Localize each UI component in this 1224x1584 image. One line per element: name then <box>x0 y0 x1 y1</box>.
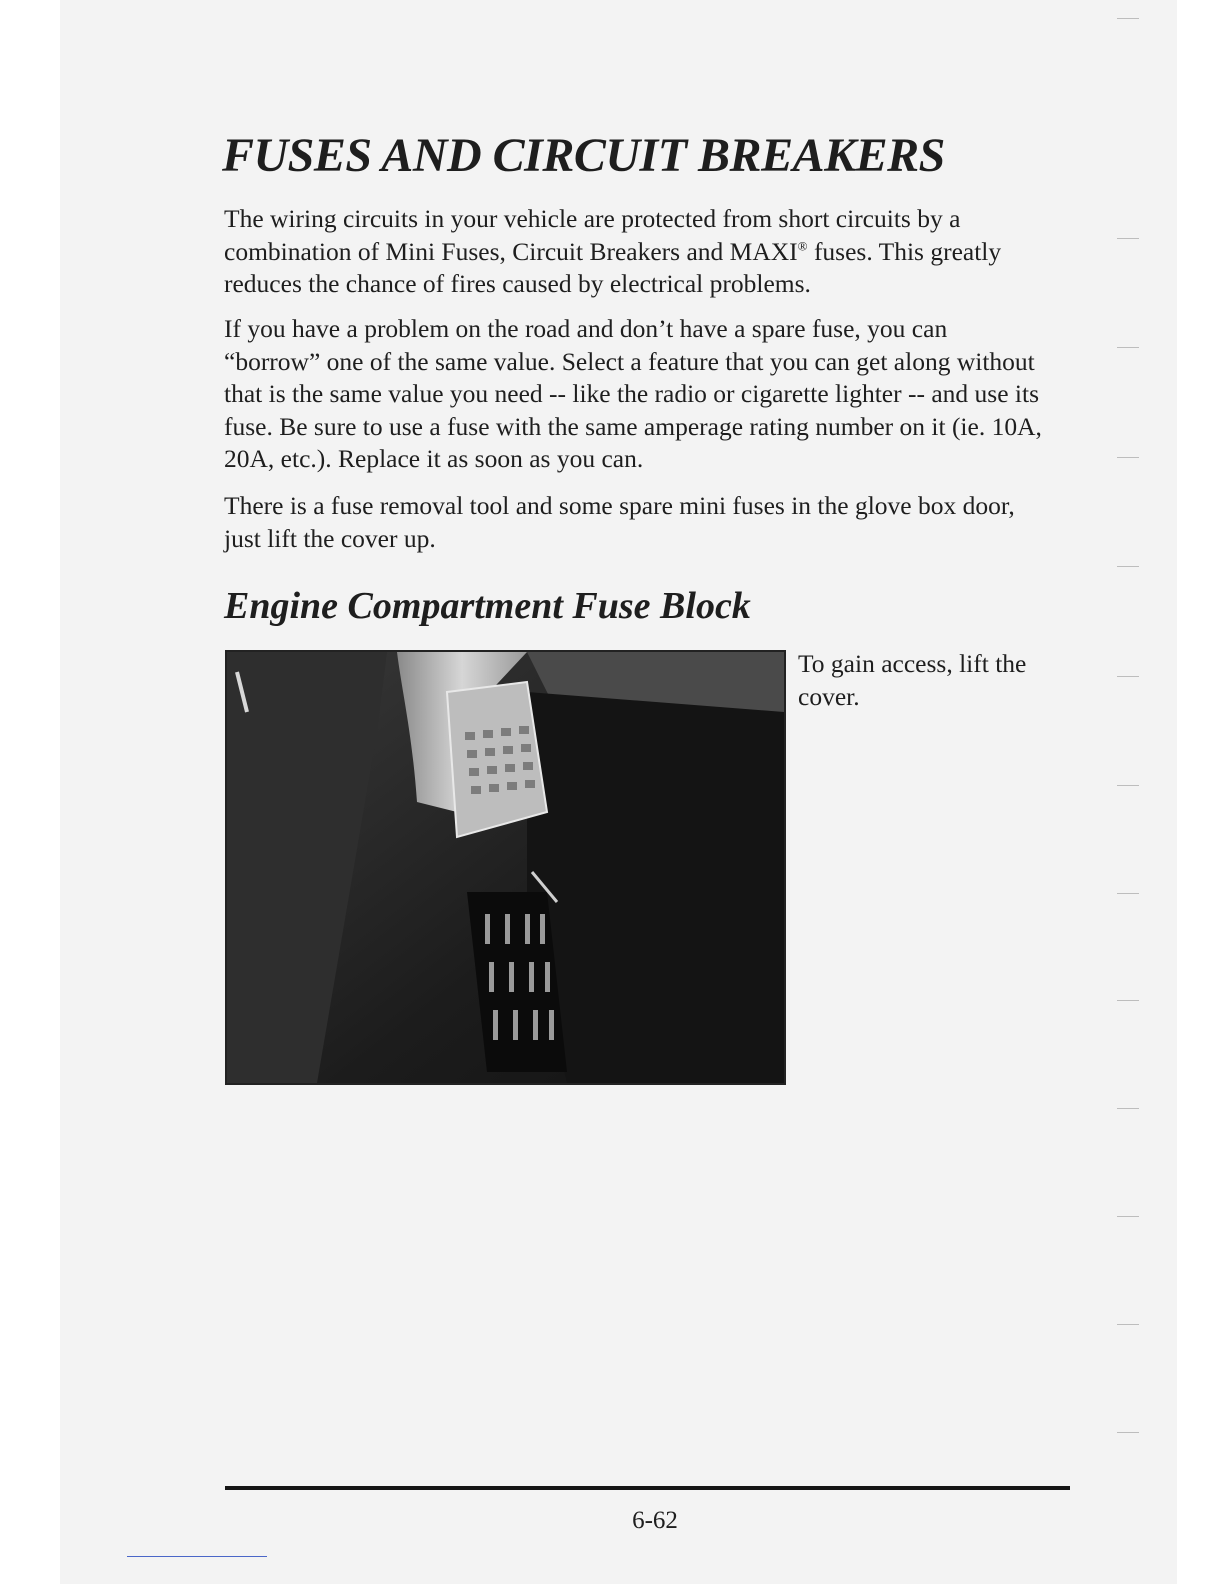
scan-mark <box>1117 1216 1139 1217</box>
scan-mark <box>1117 785 1139 786</box>
fuse-tool-paragraph: There is a fuse removal tool and some spare mini fuses in the glove box door, just lift the cover up. <box>224 491 1015 553</box>
page-title: FUSES AND CIRCUIT BREAKERS <box>222 129 945 182</box>
intro-text-start: The wiring circuits in your vehicle are protected from short circuits by a combination of Mini Fuses, Circuit Breakers and MAXI <box>224 204 961 266</box>
footer-rule <box>225 1486 1070 1490</box>
footer-link-underline <box>127 1556 267 1557</box>
section-heading: Engine Compartment Fuse Block <box>224 585 751 627</box>
scan-mark <box>1117 18 1139 19</box>
dark-housing-shape <box>527 692 784 1083</box>
scan-mark <box>1117 1000 1139 1001</box>
intro-text-end: fuses. This greatly reduces the chance of fires caused by electrical problems. <box>224 236 1002 298</box>
scan-mark <box>1117 1432 1139 1433</box>
scan-mark <box>1117 1324 1139 1325</box>
photo-caption: To gain access, lift the cover. <box>798 649 1027 711</box>
scan-mark <box>1117 893 1139 894</box>
fuse-block-illustration <box>227 652 784 1083</box>
scan-mark <box>1117 457 1139 458</box>
scan-mark <box>1117 566 1139 567</box>
registered-mark: ® <box>797 238 808 253</box>
scan-mark <box>1117 347 1139 348</box>
page-number: 6-62 <box>632 1507 678 1534</box>
scan-mark <box>1117 238 1139 239</box>
scan-mark <box>1117 1108 1139 1109</box>
borrow-fuse-paragraph: If you have a problem on the road and don’t have a spare fuse, you can “borrow” one of the same value. Select a feature that you can get along without that is the same value you need -- like the radio or cigarette lighter -- and use its fuse. Be sure to use a fuse with the same amperage rating number on it (ie. 10A, 20A, etc.). Replace it as soon as you can. <box>224 314 1042 473</box>
fuse-block-photo <box>225 650 786 1085</box>
intro-paragraph <box>224 203 1044 301</box>
scan-mark <box>1117 676 1139 677</box>
